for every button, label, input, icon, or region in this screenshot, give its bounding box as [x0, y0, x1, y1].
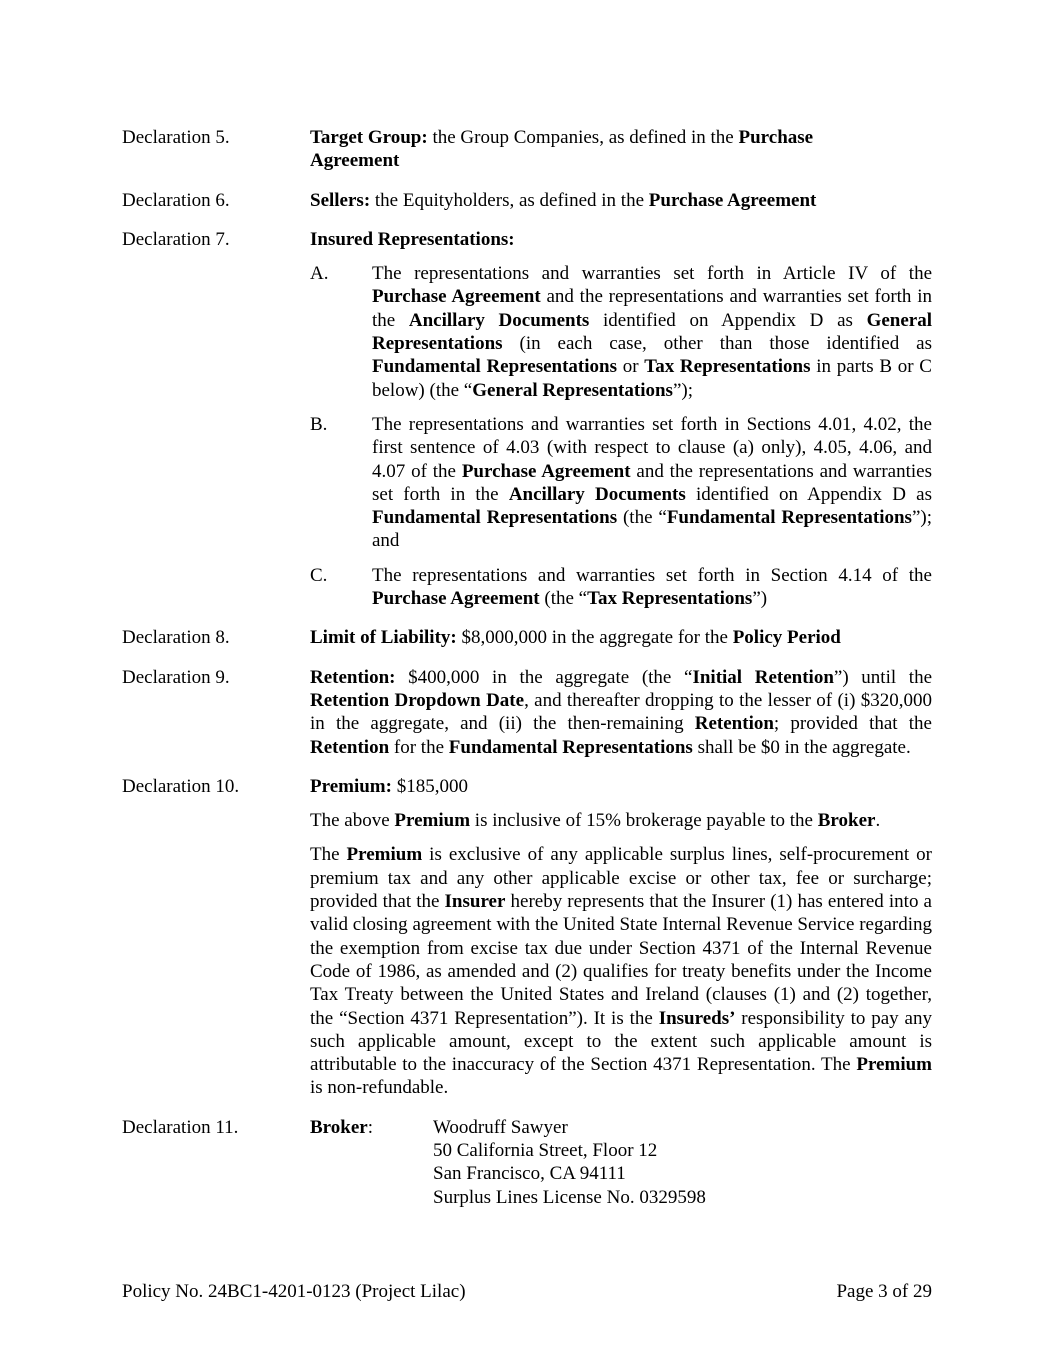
declaration-content — [310, 1116, 932, 1209]
text: The — [310, 844, 347, 866]
bold-text: Purchase — [738, 127, 814, 148]
bold-text: Initial Retention — [692, 666, 834, 688]
lettered-item — [310, 413, 932, 553]
bold-text: Broker — [310, 1116, 368, 1138]
paragraph — [310, 126, 932, 173]
declaration-row — [122, 126, 932, 173]
bold-text: Purchase Agreement — [372, 588, 540, 610]
broker-address — [433, 1116, 932, 1209]
bold-text: Target Group: — [310, 127, 428, 148]
bold-text: Insured Representations: — [310, 228, 515, 250]
bold-text: Sellers: — [310, 189, 371, 211]
declaration-row — [122, 666, 932, 759]
page-footer — [122, 1280, 932, 1303]
bold-text: Fundamental Representations — [372, 356, 617, 378]
text: the Equityholders, as defined in the — [370, 189, 649, 211]
bold-text: Premium — [346, 844, 423, 866]
bold-text: Retention: — [310, 666, 396, 688]
bold-text: Limit of Liability: — [310, 627, 457, 649]
bold-text: Agreement — [310, 150, 400, 172]
letter-label: C. — [310, 564, 328, 586]
text: the Group Companies, as defined in the — [427, 127, 739, 148]
bold-text: Premium: — [310, 775, 392, 797]
declaration-label: Declaration 8. — [122, 627, 230, 649]
text: The above — [310, 810, 395, 832]
paragraph — [310, 626, 932, 649]
declaration-label: Declaration 11. — [122, 1116, 239, 1138]
text: The representations and warranties set forth in Article IV of the — [372, 263, 932, 285]
declaration-label: Declaration 7. — [122, 228, 230, 250]
declaration-content — [310, 775, 932, 1100]
address-line: 50 California Street, Floor 12 — [433, 1139, 658, 1161]
declaration-row — [122, 775, 932, 1100]
paragraph — [310, 843, 932, 1099]
text: $400,000 in the aggregate (the “ — [395, 666, 693, 688]
text: is inclusive of 15% brokerage payable to the — [470, 810, 818, 832]
declaration-content — [310, 666, 932, 759]
letter-label: A. — [310, 263, 329, 285]
declaration-content — [310, 228, 932, 610]
bold-text: Broker — [817, 810, 876, 832]
bold-text: Fundamental Representations — [448, 736, 693, 758]
text: $185,000 — [391, 775, 468, 797]
letter-label: B. — [310, 413, 328, 435]
bold-text: Policy Period — [732, 627, 841, 649]
footer-page-number: Page 3 of 29 — [836, 1281, 932, 1302]
paragraph — [310, 189, 932, 212]
bold-text: Retention Dropdown Date — [310, 689, 525, 711]
text: (in each case, other than those identified as — [502, 333, 932, 355]
declaration-content — [310, 126, 932, 173]
text: . — [875, 810, 881, 832]
broker-label — [310, 1116, 433, 1209]
text: is non-refundable. — [310, 1077, 449, 1099]
text: ”) — [752, 588, 768, 610]
bold-text: Fundamental Representations — [666, 507, 912, 529]
text: The representations and warranties set forth in Section 4.14 of the — [372, 564, 932, 586]
bold-text: Retention — [694, 713, 774, 735]
broker-columns — [310, 1116, 932, 1209]
text: for the — [389, 736, 449, 758]
bold-text: Purchase Agreement — [372, 286, 541, 308]
text: ”); — [672, 379, 693, 401]
footer-policy-number: Policy No. 24BC1-4201-0123 (Project Lilac) — [122, 1281, 466, 1302]
bold-text: General Representations — [472, 379, 673, 401]
text: and the representations and warranties set forth in the — [372, 460, 932, 505]
text: : — [367, 1116, 373, 1138]
declaration-label: Declaration 9. — [122, 666, 230, 688]
text: responsibility to pay any such applicable amount, except to the extent such applicable amount is attributable to the inaccuracy of the Section 4371 Representation. The — [310, 1007, 932, 1076]
bold-text: Ancillary Documents — [508, 483, 686, 505]
declaration-row — [122, 626, 932, 649]
text: identified on Appendix D as — [589, 309, 867, 331]
text: ”) until the — [833, 666, 933, 688]
bold-text: Purchase Agreement — [461, 460, 631, 482]
text: identified on Appendix D as — [685, 483, 932, 505]
bold-text: Ancillary Documents — [408, 309, 590, 331]
declaration-label: Declaration 5. — [122, 127, 230, 148]
text: and the representations and warranties set forth in the — [372, 286, 932, 331]
declaration-row — [122, 228, 932, 610]
text: shall be $0 in the aggregate. — [692, 736, 911, 758]
declaration-row — [122, 1116, 932, 1209]
declaration-label: Declaration 10. — [122, 775, 240, 797]
declaration-label: Declaration 6. — [122, 189, 230, 211]
text: is exclusive of any applicable surplus lines, self-procurement or premium tax and any other applicable excise or other tax, fee or surcharge; provided that the — [310, 844, 932, 913]
text: ; provided that the — [773, 713, 932, 735]
address-line: Surplus Lines License No. 0329598 — [433, 1186, 706, 1208]
bold-text: Premium — [394, 810, 471, 832]
text: $8,000,000 in the aggregate for the — [456, 627, 733, 649]
lettered-text — [372, 262, 932, 402]
bold-text: Purchase Agreement — [648, 189, 817, 211]
bold-text: Insurer — [444, 891, 506, 913]
declaration-row — [122, 189, 932, 212]
bold-text: General Representations — [372, 309, 933, 355]
paragraph — [310, 228, 932, 251]
lettered-item — [310, 564, 932, 611]
bold-text: Insureds’ — [658, 1007, 736, 1029]
lettered-item — [310, 262, 932, 402]
declarations-list — [122, 126, 932, 1225]
paragraph — [310, 809, 932, 832]
address-line: Woodruff Sawyer — [433, 1116, 568, 1138]
text: (the “ — [617, 507, 667, 529]
bold-text: Tax Representations — [644, 356, 811, 378]
bold-text: Fundamental Representations — [372, 507, 618, 529]
declaration-content — [310, 189, 932, 212]
paragraph — [310, 775, 932, 798]
paragraph — [310, 666, 932, 759]
bold-text: Retention — [310, 736, 390, 758]
text: in parts B or C below) (the “ — [372, 356, 932, 401]
text: (the “ — [539, 588, 588, 610]
text: ”); and — [372, 507, 932, 552]
bold-text: Premium — [856, 1054, 932, 1076]
lettered-text — [372, 564, 932, 611]
bold-text: Tax Representations — [587, 588, 753, 610]
address-line: San Francisco, CA 94111 — [433, 1163, 626, 1185]
text: hereby represents that the Insurer (1) has entered into a valid closing agreement with the United State Internal Revenue Service regarding the exemption from excise tax due under Section 4371 of the Internal Revenue Code of 1986, as amended and (2) qualifies for treaty benefits under the Income Tax Treaty between the United States and Ireland (clauses (1) and (2) together, the “Section 4371 Representation”). It is the — [310, 891, 932, 1029]
text: or — [617, 356, 645, 378]
lettered-text — [372, 413, 932, 553]
text: , and thereafter dropping to the lesser of (i) $320,000 in the aggregate, and (ii) the then-remaining — [310, 689, 932, 735]
declaration-content — [310, 626, 932, 649]
text: The representations and warranties set forth in Sections 4.01, 4.02, the first sentence of 4.03 (with respect to clause (a) only), 4.05, 4.06, and 4.07 of the — [372, 413, 932, 482]
